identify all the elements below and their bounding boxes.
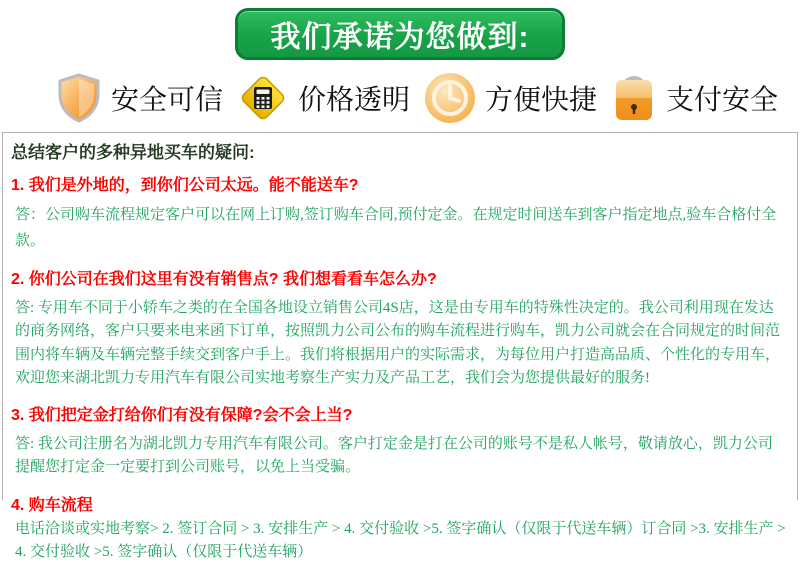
feature-safe	[56, 73, 223, 123]
faq-answer-2: 答: 专用车不同于小轿车之类的在全国各地设立销售公司4S店，这是由专用车的特殊性决定的。我公司利用现在发达的商务网络，客户只要来电来函下订单，按照凯力公司公布的购车流程进行购车，凯力公司就会在合同规定的时间范围内将车辆及车辆完整手续交到客户手上。我们将根据用户的实际需求，为每位用户打造高品质、个性化的专用车，欢迎您来湖北凯力专用汽车有限公司实地考察生产实力及产品工艺，我们会为您提供最好的服务!	[11, 297, 787, 390]
calculator-icon	[237, 72, 289, 124]
feature-pay	[611, 74, 778, 122]
feature-fast	[424, 72, 597, 124]
lock-icon	[611, 74, 657, 122]
shield-icon	[56, 73, 102, 123]
promise-banner-title: 我们承诺为您做到:	[271, 12, 530, 56]
faq-question-1: 1. 我们是外地的，到你们公司太远。能不能送车?	[11, 172, 787, 195]
faq-answer-1: 答：公司购车流程规定客户可以在网上订购,签订购车合同,预付定金。在规定时间送车到客户指定地点,验车合格付全款。	[11, 203, 787, 254]
feature-row	[56, 72, 800, 124]
feature-label-safe: 安全可信	[111, 78, 223, 118]
clock-icon	[424, 72, 476, 124]
feature-price	[237, 72, 410, 124]
feature-label-price: 价格透明	[298, 78, 410, 118]
faq-section	[2, 132, 798, 500]
faq-question-2: 2. 你们公司在我们这里有没有销售点? 我们想看看车怎么办?	[11, 266, 787, 289]
faq-question-3: 3. 我们把定金打给你们有没有保障?会不会上当?	[11, 402, 787, 425]
faq-answer-3: 答: 我公司注册名为湖北凯力专用汽车有限公司。客户打定金是打在公司的账号不是私人帐号，敬请放心，凯力公司提醒您打定金一定要打到公司账号，以免上当受骗。	[11, 433, 787, 480]
purchase-flow-text: 电话洽谈或实地考察> 2. 签订合同 > 3. 安排生产 > 4. 交付验收 >5. 签字确认（仅限于代送车辆）订合同 >3. 安排生产 > 4. 交付验收 >5. 签字确认（仅限于代送车辆）	[11, 518, 787, 564]
promise-banner	[235, 8, 565, 60]
faq-heading: 总结客户的多种异地买车的疑问:	[11, 138, 787, 163]
feature-label-pay: 支付安全	[666, 78, 778, 118]
faq-question-4: 4. 购车流程	[11, 492, 787, 515]
feature-label-fast: 方便快捷	[485, 78, 597, 118]
